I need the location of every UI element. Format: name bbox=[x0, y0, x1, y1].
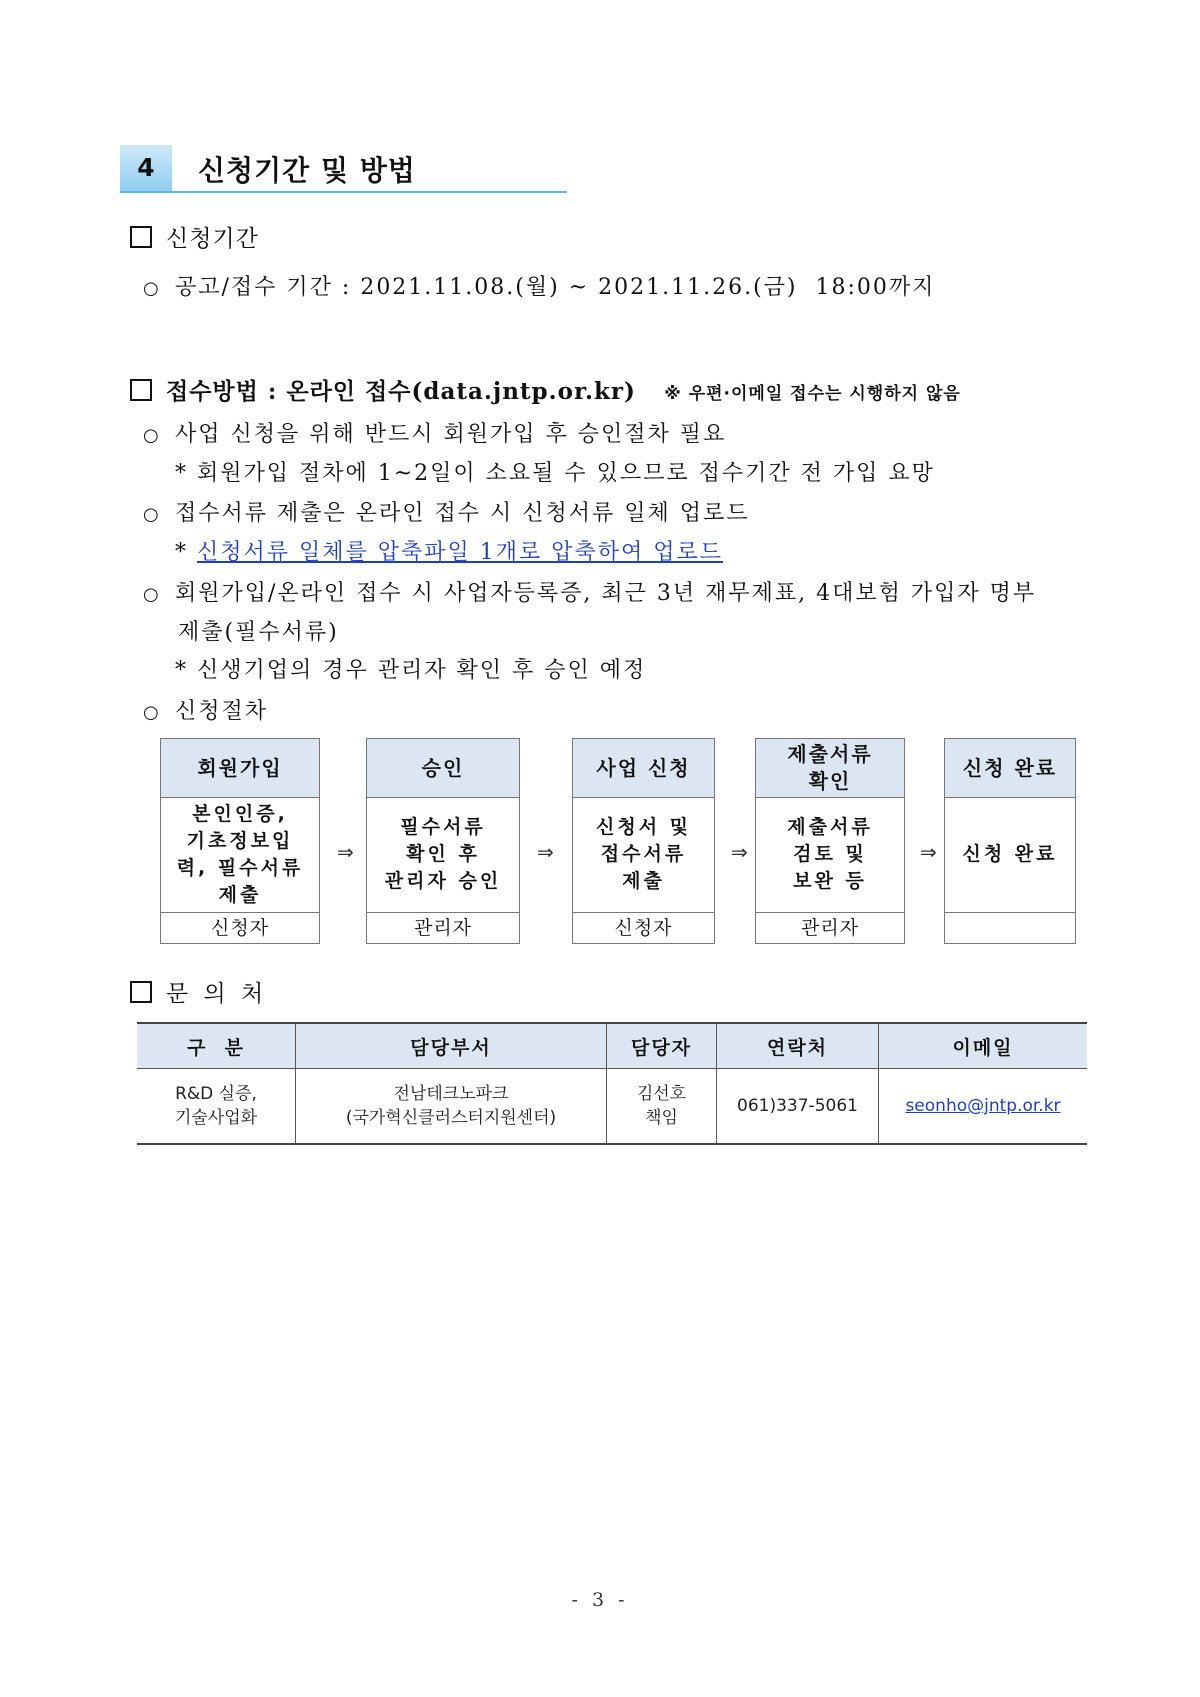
checkbox-square-icon bbox=[130, 226, 152, 248]
flow-step-title: 사업 신청 bbox=[573, 739, 714, 798]
method-item-3 bbox=[143, 576, 1036, 607]
circle-bullet-icon: ○ bbox=[143, 278, 161, 299]
flow-step-title: 승인 bbox=[367, 739, 519, 798]
header-category: 구 분 bbox=[137, 1023, 296, 1069]
flow-step-2 bbox=[366, 738, 520, 944]
flow-step-5 bbox=[944, 738, 1076, 944]
contact-table-header-row bbox=[137, 1023, 1087, 1069]
contact-table bbox=[137, 1022, 1087, 1145]
flow-step-body: 신청서 및 접수서류 제출 bbox=[595, 816, 692, 892]
flow-arrow-icon: ⇒ bbox=[337, 840, 354, 864]
period-heading-line bbox=[130, 220, 259, 253]
cell-phone: 061)337-5061 bbox=[717, 1069, 879, 1145]
checkbox-square-icon bbox=[130, 981, 152, 1003]
email-link[interactable]: seonho@jntp.or.kr bbox=[905, 1096, 1061, 1116]
flow-step-title: 신청 완료 bbox=[945, 739, 1075, 798]
method-item-2 bbox=[143, 496, 750, 527]
method-heading-line bbox=[130, 373, 961, 406]
flow-step-1 bbox=[160, 738, 320, 944]
header-department: 담당부서 bbox=[296, 1023, 607, 1069]
circle-bullet-icon: ○ bbox=[143, 584, 161, 605]
header-person: 담당자 bbox=[607, 1023, 717, 1069]
section-underline bbox=[120, 191, 567, 193]
method-item-3-note: * 신생기업의 경우 관리자 확인 후 승인 예정 bbox=[175, 658, 647, 683]
method-item-4 bbox=[143, 694, 268, 725]
flow-step-body: 신청 완료 bbox=[962, 843, 1058, 865]
flow-step-actor: 신청자 bbox=[161, 912, 319, 943]
flow-step-title: 제출서류 확인 bbox=[756, 739, 904, 798]
section-number: 4 bbox=[120, 145, 172, 191]
method-item-2-note-highlight: 신청서류 일체를 압축파일 1개로 압축하여 업로드 bbox=[197, 540, 724, 565]
method-item-1-text: 사업 신청을 위해 반드시 회원가입 후 승인절차 필요 bbox=[175, 422, 727, 447]
section-heading bbox=[120, 145, 567, 193]
flow-step-3 bbox=[572, 738, 715, 944]
contact-heading: 문 의 처 bbox=[166, 981, 268, 1007]
flow-step-title: 회원가입 bbox=[161, 739, 319, 798]
method-item-3-text-line2: 제출(필수서류) bbox=[178, 620, 339, 645]
flow-step-body: 제출서류 검토 및 보완 등 bbox=[787, 816, 873, 892]
cell-category: R&D 실증, 기술사업화 bbox=[137, 1069, 296, 1145]
flow-step-4 bbox=[755, 738, 905, 944]
method-item-2-note-prefix: * bbox=[175, 540, 197, 565]
method-item-4-text: 신청절차 bbox=[175, 699, 269, 724]
period-item-text: 공고/접수 기간 : 2021.11.08.(월) ~ 2021.11.26.(금) 18:00까지 bbox=[175, 275, 936, 300]
flow-arrow-icon: ⇒ bbox=[731, 840, 748, 864]
period-heading: 신청기간 bbox=[166, 226, 259, 252]
circle-bullet-icon: ○ bbox=[143, 425, 161, 446]
header-email: 이메일 bbox=[879, 1023, 1088, 1069]
flow-step-body: 필수서류 확인 후 관리자 승인 bbox=[384, 816, 502, 892]
method-item-2-note bbox=[175, 535, 723, 566]
cell-department: 전남테크노파크 (국가혁신클러스터지원센터) bbox=[296, 1069, 607, 1145]
flow-arrow-icon: ⇒ bbox=[920, 840, 937, 864]
method-item-3-text-line1: 회원가입/온라인 접수 시 사업자등록증, 최근 3년 재무제표, 4대보험 가입자 명부 bbox=[175, 581, 1037, 606]
flow-step-actor: 관리자 bbox=[756, 912, 904, 943]
page-number: - 3 - bbox=[571, 1589, 629, 1611]
method-item-2-text: 접수서류 제출은 온라인 접수 시 신청서류 일체 업로드 bbox=[175, 501, 750, 526]
header-phone: 연락처 bbox=[717, 1023, 879, 1069]
cell-person: 김선호 책임 bbox=[607, 1069, 717, 1145]
method-item-1-note: * 회원가입 절차에 1~2일이 소요될 수 있으므로 접수기간 전 가입 요망 bbox=[175, 461, 935, 486]
method-item-1 bbox=[143, 417, 726, 448]
circle-bullet-icon: ○ bbox=[143, 702, 161, 723]
contact-heading-line bbox=[130, 975, 267, 1008]
period-item bbox=[143, 270, 935, 301]
circle-bullet-icon: ○ bbox=[143, 504, 161, 525]
section-title: 신청기간 및 방법 bbox=[198, 154, 416, 187]
cell-email bbox=[879, 1069, 1088, 1145]
flow-arrow-icon: ⇒ bbox=[537, 840, 554, 864]
flow-step-actor: 신청자 bbox=[573, 912, 714, 943]
flow-step-actor bbox=[945, 912, 1075, 943]
method-note: ※ 우편·이메일 접수는 시행하지 않음 bbox=[664, 384, 961, 404]
checkbox-square-icon bbox=[130, 379, 152, 401]
method-heading: 접수방법 : 온라인 접수(data.jntp.or.kr) bbox=[166, 378, 636, 405]
table-row bbox=[137, 1069, 1087, 1145]
flow-step-actor: 관리자 bbox=[367, 912, 519, 943]
flow-step-body: 본인인증, 기초정보입 력, 필수서류 제출 bbox=[176, 802, 304, 906]
